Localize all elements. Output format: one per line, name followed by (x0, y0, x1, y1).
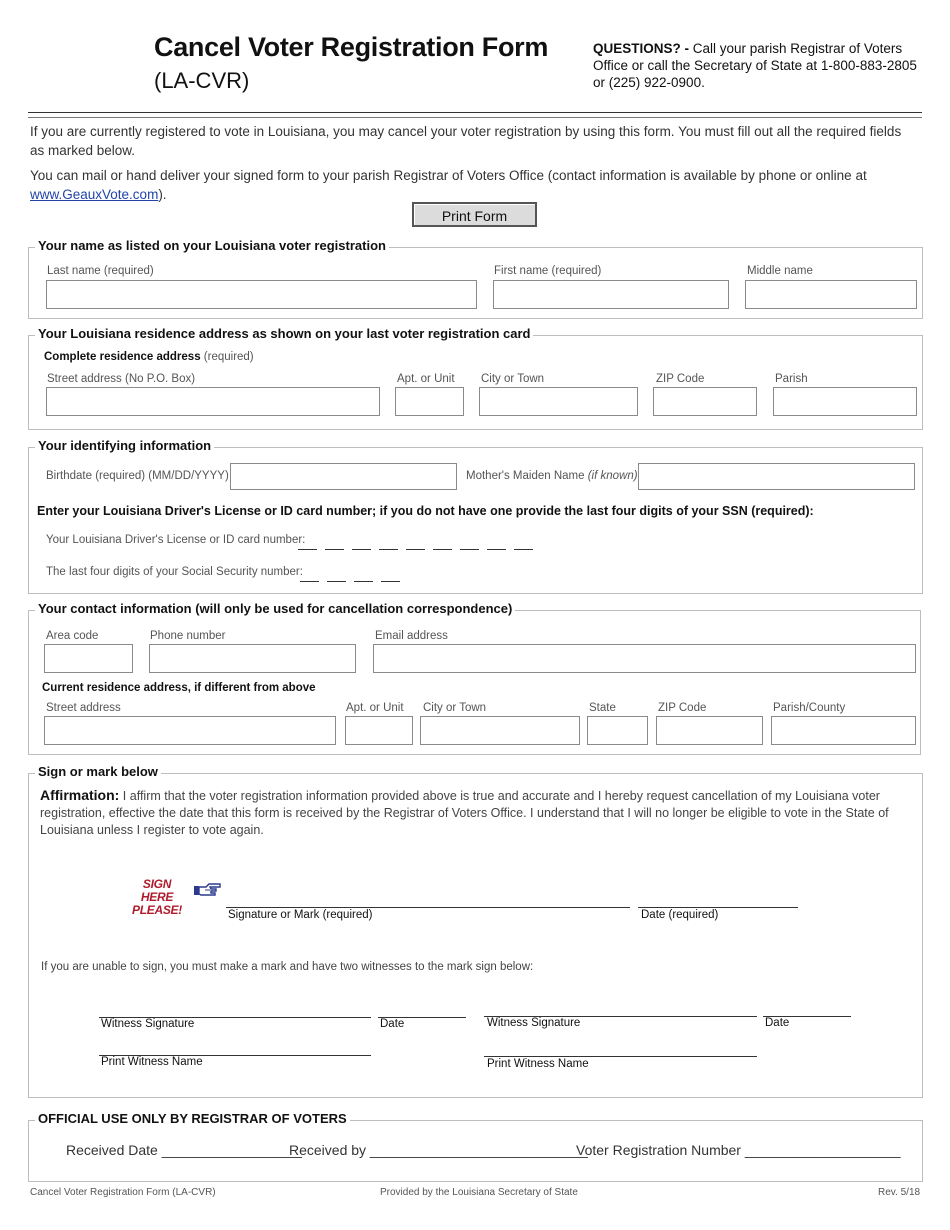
city-label: City or Town (481, 373, 545, 385)
street-label: Street address (No P.O. Box) (47, 373, 196, 385)
footer-provider: Provided by the Louisiana Secretary of State (380, 1187, 578, 1198)
parish-input[interactable] (773, 387, 917, 416)
complete-address-bold: Complete residence address (44, 351, 201, 363)
geauxvote-link[interactable]: www.GeauxVote.com (30, 187, 159, 202)
dl-digit-2[interactable] (325, 549, 344, 550)
witness-2-print-line[interactable] (484, 1056, 757, 1057)
current-city-label: City or Town (423, 702, 487, 714)
ssn-digit-2[interactable] (327, 581, 346, 582)
maiden-name-label (466, 470, 638, 482)
witness-2-print-label: Print Witness Name (487, 1058, 589, 1070)
ssn-digit-4[interactable] (381, 581, 400, 582)
unable-to-sign-text: If you are unable to sign, you must make a mark and have two witnesses to the mark sign below: (41, 961, 534, 973)
intro-paragraph-2 (30, 166, 910, 204)
dl-digit-3[interactable] (352, 549, 371, 550)
current-city-input[interactable] (420, 716, 580, 745)
dl-digit-4[interactable] (379, 549, 398, 550)
birthdate-label: Birthdate (required) (MM/DD/YYYY) (46, 470, 229, 482)
name-section-legend: Your name as listed on your Louisiana voter registration (35, 238, 389, 253)
street-input[interactable] (46, 387, 380, 416)
first-name-input[interactable] (493, 280, 729, 309)
footer-form-name: Cancel Voter Registration Form (LA-CVR) (30, 1187, 216, 1198)
intro-text: You can mail or hand deliver your signed form to your parish Registrar of Voters Office (contact information is available by phone or online at (30, 168, 867, 183)
affirmation-label: Affirmation: (40, 787, 120, 803)
current-address-label (42, 682, 316, 694)
area-code-label: Area code (46, 630, 99, 642)
current-street-input[interactable] (44, 716, 336, 745)
witness-2-signature-label: Witness Signature (487, 1017, 581, 1029)
first-name-label: First name (required) (494, 265, 602, 277)
current-apt-label: Apt. or Unit (346, 702, 404, 714)
complete-address-label (44, 351, 254, 363)
affirmation-text (40, 787, 910, 839)
last-name-input[interactable] (46, 280, 477, 309)
form-title: Cancel Voter Registration Form (154, 32, 549, 62)
dl-digit-9[interactable] (514, 549, 533, 550)
header-rule (28, 112, 922, 113)
received-date-field: Received Date __________________ (66, 1142, 302, 1158)
print-form-button[interactable]: Print Form (412, 202, 537, 227)
apt-label: Apt. or Unit (397, 373, 455, 385)
current-address-bold: Current residence address, if different from above (42, 682, 316, 694)
phone-input[interactable] (149, 644, 356, 673)
form-code: (LA-CVR) (154, 68, 250, 93)
dl-label: Your Louisiana Driver's License or ID card number: (46, 534, 306, 546)
maiden-name-text: Mother's Maiden Name (466, 470, 588, 482)
phone-label: Phone number (150, 630, 226, 642)
signature-date-line[interactable] (638, 907, 798, 908)
dl-digit-7[interactable] (460, 549, 479, 550)
last-name-label: Last name (required) (47, 265, 154, 277)
ssn-digit-1[interactable] (300, 581, 319, 582)
witness-1-print-label: Print Witness Name (101, 1056, 203, 1068)
dl-digit-6[interactable] (433, 549, 452, 550)
middle-name-label: Middle name (747, 265, 813, 277)
maiden-name-input[interactable] (638, 463, 915, 490)
dl-number-field[interactable] (298, 549, 543, 551)
middle-name-input[interactable] (745, 280, 917, 309)
witness-1-signature-label: Witness Signature (101, 1018, 195, 1030)
sign-here-line-1: SIGN HERE (140, 877, 174, 904)
sign-section-legend: Sign or mark below (35, 764, 161, 779)
current-parish-input[interactable] (771, 716, 916, 745)
area-code-input[interactable] (44, 644, 133, 673)
email-input[interactable] (373, 644, 916, 673)
ssn-label: The last four digits of your Social Security number: (46, 566, 303, 578)
signature-date-label: Date (required) (641, 909, 719, 921)
intro-text-end: ). (158, 187, 167, 202)
sign-here-line-2: PLEASE! (132, 903, 182, 917)
dl-digit-8[interactable] (487, 549, 506, 550)
pointing-hand-icon (193, 881, 223, 899)
city-input[interactable] (479, 387, 638, 416)
contact-section-legend: Your contact information (will only be used for cancellation correspondence) (35, 601, 515, 616)
questions-label: QUESTIONS? - (593, 41, 690, 56)
current-state-label: State (589, 702, 616, 714)
current-state-input[interactable] (587, 716, 648, 745)
identifying-section-legend: Your identifying information (35, 438, 214, 453)
signature-label: Signature or Mark (required) (228, 909, 373, 921)
official-use-legend: OFFICIAL USE ONLY BY REGISTRAR OF VOTERS (35, 1111, 350, 1126)
intro-paragraph-1: If you are currently registered to vote in Louisiana, you may cancel your voter registration by using this form. You must fill out all the required fields as marked below. (30, 124, 902, 158)
witness-2-date-label: Date (765, 1017, 790, 1029)
received-by-field: Received by ____________________________ (289, 1142, 588, 1158)
ssn-field[interactable] (300, 581, 410, 583)
signature-line[interactable] (226, 907, 630, 908)
id-instruction: Enter your Louisiana Driver's License or ID card number; if you do not have one provide the last four digits of your SSN (required): (37, 504, 814, 518)
witness-1-date-label: Date (380, 1018, 405, 1030)
current-street-label: Street address (46, 702, 121, 714)
ssn-digit-3[interactable] (354, 581, 373, 582)
header-rule-thin (28, 117, 922, 118)
questions-box (593, 40, 928, 91)
dl-digit-1[interactable] (298, 549, 317, 550)
apt-input[interactable] (395, 387, 464, 416)
footer-revision: Rev. 5/18 (878, 1187, 921, 1198)
sign-here-badge (126, 878, 188, 917)
current-parish-label: Parish/County (773, 702, 846, 714)
residence-section-legend: Your Louisiana residence address as shown on your last voter registration card (35, 326, 533, 341)
email-label: Email address (375, 630, 448, 642)
affirmation-body: I affirm that the voter registration information provided above is true and accurate and I hereby request cancellation of my Louisiana voter registration, effective the date that this form is received by the Registrar of Voters Office. I understand that I will no longer be eligible to vote in the State of Louisiana unless I register to vote again. (40, 789, 889, 837)
voter-registration-number-field: Voter Registration Number ____________________ (576, 1142, 901, 1158)
current-zip-input[interactable] (656, 716, 763, 745)
zip-label: ZIP Code (656, 373, 705, 385)
birthdate-input[interactable] (230, 463, 457, 490)
current-zip-label: ZIP Code (658, 702, 707, 714)
maiden-name-note: (if known) (587, 470, 638, 482)
parish-label: Parish (775, 373, 808, 385)
current-apt-input[interactable] (345, 716, 413, 745)
zip-input[interactable] (653, 387, 757, 416)
dl-digit-5[interactable] (406, 549, 425, 550)
questions-text: Call your parish Registrar of Voters Office or call the Secretary of State at 1-800-883-2805 or (225) 922-0900. (593, 41, 917, 90)
complete-address-required: (required) (200, 351, 254, 363)
